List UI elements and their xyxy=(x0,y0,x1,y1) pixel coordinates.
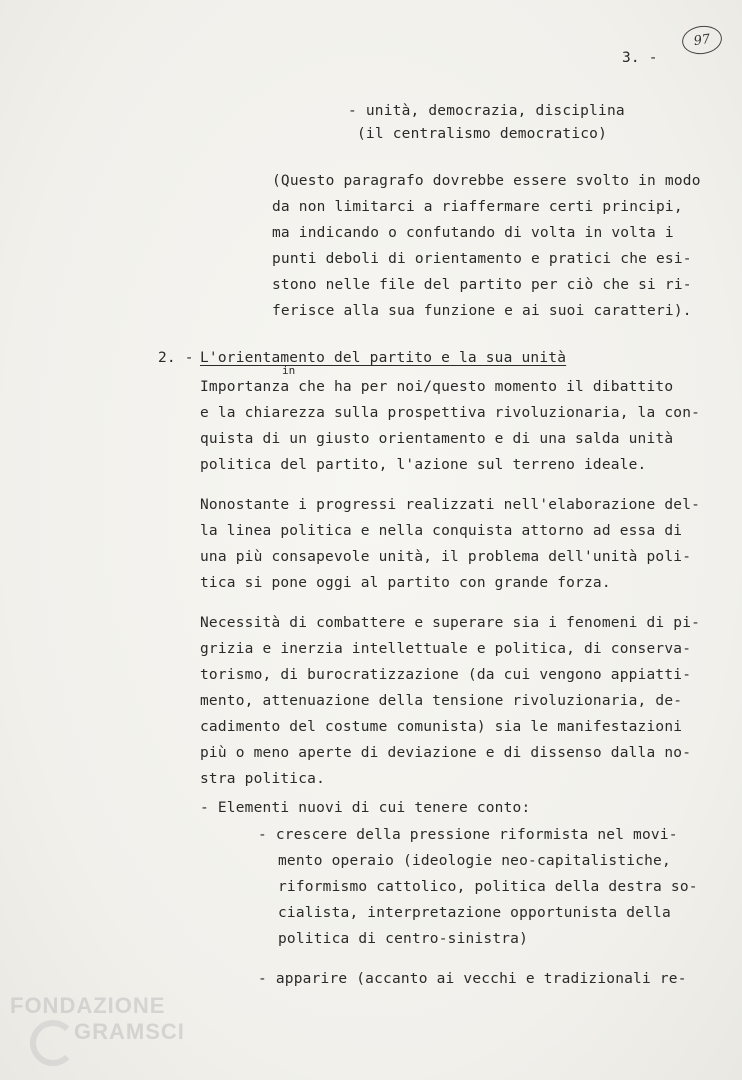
text-line: più o meno aperte di deviazione e di dissenso dalla no- xyxy=(200,745,692,761)
paragraph-gap xyxy=(200,478,700,492)
watermark xyxy=(10,995,185,1043)
text-line: e la chiarezza sulla prospettiva rivoluzionaria, la con- xyxy=(200,405,701,421)
section-title: L'orientamento del partito e la sua unità xyxy=(200,350,567,366)
text-line: da non limitarci a riaffermare certi principi, xyxy=(272,199,683,215)
text-line: una più consapevole unità, il problema dell'unità poli- xyxy=(200,549,692,565)
text-line: mento, attenuazione della tensione rivoluzionaria, de- xyxy=(200,693,683,709)
text-line: ferisce alla sua funzione e ai suoi caratteri). xyxy=(272,303,692,319)
text-line: tica si pone oggi al partito con grande forza. xyxy=(200,575,611,591)
text-line: politica del partito, l'azione sul terreno ideale. xyxy=(200,457,647,473)
list-item-line: politica di centro-sinistra) xyxy=(278,931,529,947)
handwritten-insert: in xyxy=(282,364,296,377)
list-item-line: mento operaio (ideologie neo-capitalistiche, xyxy=(278,853,671,869)
list-item-line: - apparire (accanto ai vecchi e tradizionali re- xyxy=(258,971,687,987)
text-line: ma indicando o confutando di volta in volta i xyxy=(272,225,674,241)
text-line: stono nelle file del partito per ciò che si ri- xyxy=(272,277,692,293)
intro-paragraph xyxy=(272,168,701,324)
text-line: stra politica. xyxy=(200,771,326,787)
list-item-line: riformismo cattolico, politica della destra so- xyxy=(278,879,698,895)
text-line: Importanza che ha per noi/questo momento il dibattito xyxy=(200,379,674,395)
page-number: 3. - xyxy=(622,50,658,66)
heading-line-1: - unità, democrazia, disciplina xyxy=(348,103,625,119)
watermark-line-1: FONDAZIONE xyxy=(10,993,166,1018)
list-item-line: cialista, interpretazione opportunista della xyxy=(278,905,671,921)
watermark-line-2: GRAMSCI xyxy=(74,1019,185,1044)
paragraph-gap xyxy=(258,952,698,966)
new-elements-heading xyxy=(200,795,530,821)
list-item-line: - crescere della pressione riformista nel movi- xyxy=(258,827,678,843)
text-line: grizia e inerzia intellettuale e politica, di conserva- xyxy=(200,641,692,657)
section-body xyxy=(200,374,700,792)
new-elements-list xyxy=(258,822,698,992)
text-line: quista di un giusto orientamento e di una salda unità xyxy=(200,431,674,447)
text-line: - Elementi nuovi di cui tenere conto: xyxy=(200,800,531,816)
text-line: (Questo paragrafo dovrebbe essere svolto in modo xyxy=(272,173,701,189)
text-line: cadimento del costume comunista) sia le manifestazioni xyxy=(200,719,683,735)
archive-number-stamp: 97 xyxy=(680,23,724,56)
section-number: 2. - xyxy=(158,350,194,366)
paragraph-gap xyxy=(200,596,700,610)
text-line: punti deboli di orientamento e pratici che esi- xyxy=(272,251,692,267)
text-line: torismo, di burocratizzazione (da cui vengono appiatti- xyxy=(200,667,692,683)
text-line: Necessità di combattere e superare sia i fenomeni di pi- xyxy=(200,615,701,631)
text-line: Nonostante i progressi realizzati nell'elaborazione del- xyxy=(200,497,701,513)
text-line: la linea politica e nella conquista attorno ad essa di xyxy=(200,523,683,539)
heading-line-2: (il centralismo democratico) xyxy=(357,126,608,142)
